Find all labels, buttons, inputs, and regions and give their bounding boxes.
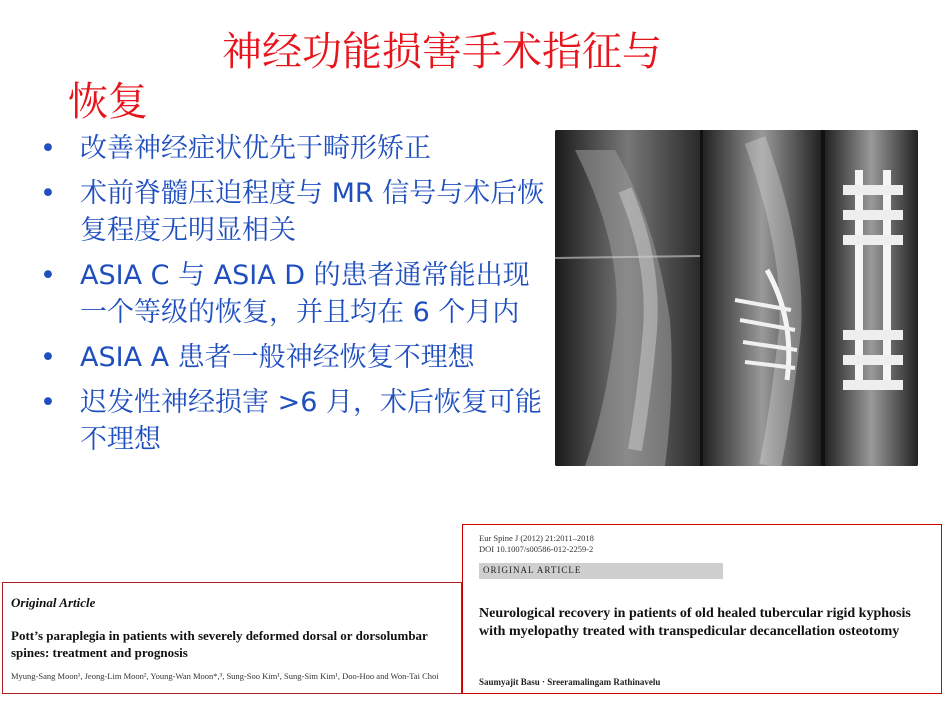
xray-images [555,130,918,466]
bullet-text: ASIA A 患者一般神经恢复不理想 [80,342,475,373]
xray-panel-lateral [555,130,700,466]
bullet-item-5 [40,384,550,458]
bullet-list [40,130,550,466]
article-authors: Myung-Sang Moon¹, Jeong-Lim Moon², Young-Wan Moon*,³, Sung-Soo Kim¹, Sung-Sim Kim¹, Doo-Hoo and Won-Tai Choi [11,671,439,681]
slide-title-line1: 神经功能损害手术指征与 [222,29,662,75]
paper-snippet-right [462,524,942,694]
article-title: Pott’s paraplegia in patients with severely deformed dorsal or dorsolumbar spines: treatment and prognosis [11,628,428,660]
xray-image-svg [555,130,918,466]
bullet-item-4 [40,339,550,376]
bullet-item-2 [40,175,550,249]
xray-panel-fixation-ap [825,130,918,466]
bullet-text: ASIA C 与 ASIA D 的患者通常能出现一个等级的恢复，并且均在 6 个月内 [80,260,530,328]
bullet-text: 术前脊髓压迫程度与 MR 信号与术后恢复程度无明显相关 [80,178,545,246]
bullet-item-3 [40,257,550,331]
article-title: Neurological recovery in patients of old healed tubercular rigid kyphosis with myelopathy treated with transpedicular decancellation osteotomy [479,606,911,639]
bullet-marker: • [40,387,56,418]
bullet-text: 迟发性神经损害 >6 月，术后恢复可能不理想 [80,387,542,455]
journal-line: Eur Spine J (2012) 21:2011–2018 [479,533,594,543]
xray-panel-fixation-lateral [703,130,821,466]
bullet-marker: • [40,260,56,291]
bullet-marker: • [40,342,56,373]
bullet-text: 改善神经症状优先于畸形矫正 [80,133,431,164]
article-authors: Saumyajit Basu · Sreeramalingam Rathinavelu [479,677,661,687]
bullet-marker: • [40,133,56,164]
bullet-marker: • [40,178,56,209]
doi-line: DOI 10.1007/s00586-012-2259-2 [479,544,594,554]
journal-citation [479,533,594,555]
article-type-label: ORIGINAL ARTICLE [483,565,582,575]
slide-title-line2: 恢复 [68,79,148,125]
bullet-item-1 [40,130,550,167]
paper-snippet-left [2,582,462,694]
article-type-label: Original Article [11,595,96,610]
